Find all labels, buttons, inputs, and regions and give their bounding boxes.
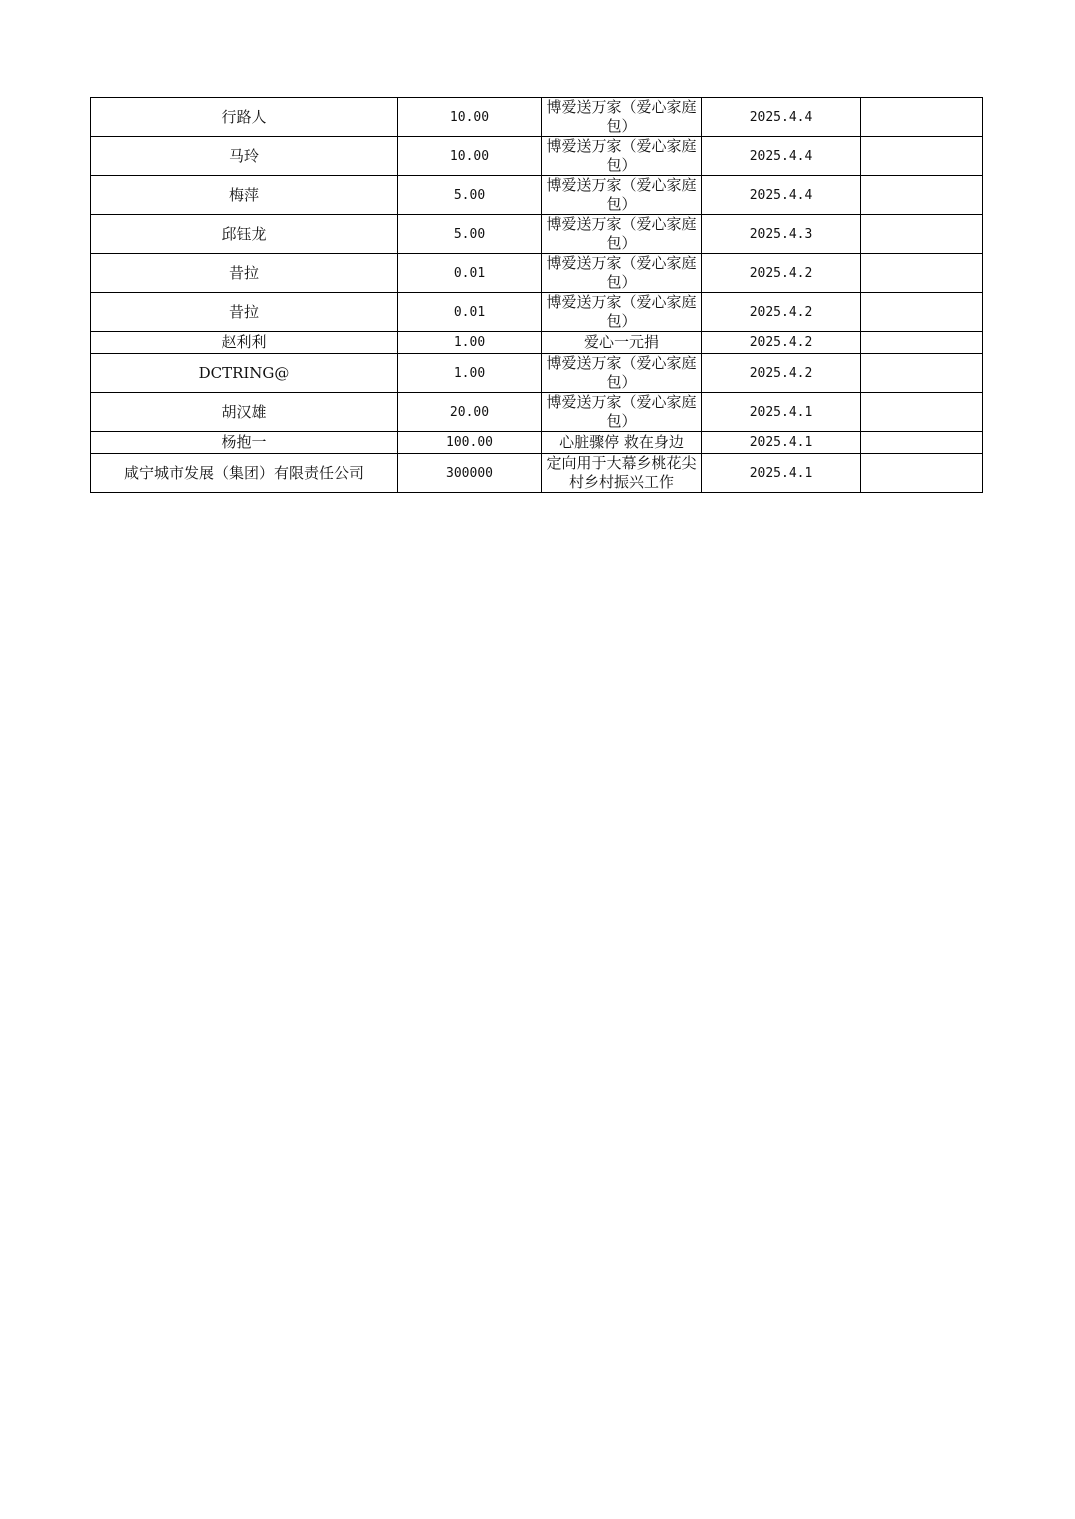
note-cell <box>861 332 983 354</box>
table-row <box>91 254 983 293</box>
purpose-cell: 博爱送万家（爱心家庭包） <box>542 98 702 137</box>
date-cell: 2025.4.1 <box>702 432 861 454</box>
purpose-cell: 心脏骤停 救在身边 <box>542 432 702 454</box>
note-cell <box>861 293 983 332</box>
donor-name-cell: 咸宁城市发展（集团）有限责任公司 <box>91 454 398 493</box>
amount-cell: 100.00 <box>398 432 542 454</box>
purpose-cell: 博爱送万家（爱心家庭包） <box>542 393 702 432</box>
note-cell <box>861 215 983 254</box>
note-cell <box>861 137 983 176</box>
donation-table <box>90 97 983 493</box>
donor-name-cell: 杨抱一 <box>91 432 398 454</box>
date-cell: 2025.4.4 <box>702 98 861 137</box>
donor-name-cell: 行路人 <box>91 98 398 137</box>
date-cell: 2025.4.2 <box>702 293 861 332</box>
date-cell: 2025.4.2 <box>702 354 861 393</box>
note-cell <box>861 432 983 454</box>
table-row <box>91 332 983 354</box>
table-row <box>91 393 983 432</box>
date-cell: 2025.4.4 <box>702 176 861 215</box>
note-cell <box>861 254 983 293</box>
donor-name-cell: 胡汉雄 <box>91 393 398 432</box>
amount-cell: 10.00 <box>398 137 542 176</box>
table-row <box>91 454 983 493</box>
table-row <box>91 98 983 137</box>
note-cell <box>861 454 983 493</box>
purpose-cell: 博爱送万家（爱心家庭包） <box>542 137 702 176</box>
table-row <box>91 354 983 393</box>
table-row <box>91 137 983 176</box>
amount-cell: 10.00 <box>398 98 542 137</box>
donor-name-cell: 昔拉 <box>91 293 398 332</box>
amount-cell: 300000 <box>398 454 542 493</box>
date-cell: 2025.4.4 <box>702 137 861 176</box>
purpose-cell: 爱心一元捐 <box>542 332 702 354</box>
amount-cell: 0.01 <box>398 254 542 293</box>
purpose-cell: 博爱送万家（爱心家庭包） <box>542 354 702 393</box>
amount-cell: 5.00 <box>398 176 542 215</box>
donor-name-cell: DCTRING@ <box>91 354 398 393</box>
date-cell: 2025.4.1 <box>702 454 861 493</box>
donor-name-cell: 赵利利 <box>91 332 398 354</box>
donor-name-cell: 马玲 <box>91 137 398 176</box>
table-row <box>91 293 983 332</box>
amount-cell: 0.01 <box>398 293 542 332</box>
date-cell: 2025.4.1 <box>702 393 861 432</box>
donor-name-cell: 邱钰龙 <box>91 215 398 254</box>
purpose-cell: 博爱送万家（爱心家庭包） <box>542 176 702 215</box>
purpose-cell: 定向用于大幕乡桃花尖村乡村振兴工作 <box>542 454 702 493</box>
date-cell: 2025.4.2 <box>702 254 861 293</box>
table-row <box>91 215 983 254</box>
amount-cell: 5.00 <box>398 215 542 254</box>
amount-cell: 1.00 <box>398 332 542 354</box>
note-cell <box>861 354 983 393</box>
date-cell: 2025.4.2 <box>702 332 861 354</box>
purpose-cell: 博爱送万家（爱心家庭包） <box>542 215 702 254</box>
amount-cell: 20.00 <box>398 393 542 432</box>
purpose-cell: 博爱送万家（爱心家庭包） <box>542 254 702 293</box>
purpose-cell: 博爱送万家（爱心家庭包） <box>542 293 702 332</box>
note-cell <box>861 393 983 432</box>
table-row <box>91 176 983 215</box>
note-cell <box>861 176 983 215</box>
note-cell <box>861 98 983 137</box>
donation-table-body <box>91 98 983 493</box>
donor-name-cell: 昔拉 <box>91 254 398 293</box>
date-cell: 2025.4.3 <box>702 215 861 254</box>
amount-cell: 1.00 <box>398 354 542 393</box>
donor-name-cell: 梅萍 <box>91 176 398 215</box>
table-row <box>91 432 983 454</box>
